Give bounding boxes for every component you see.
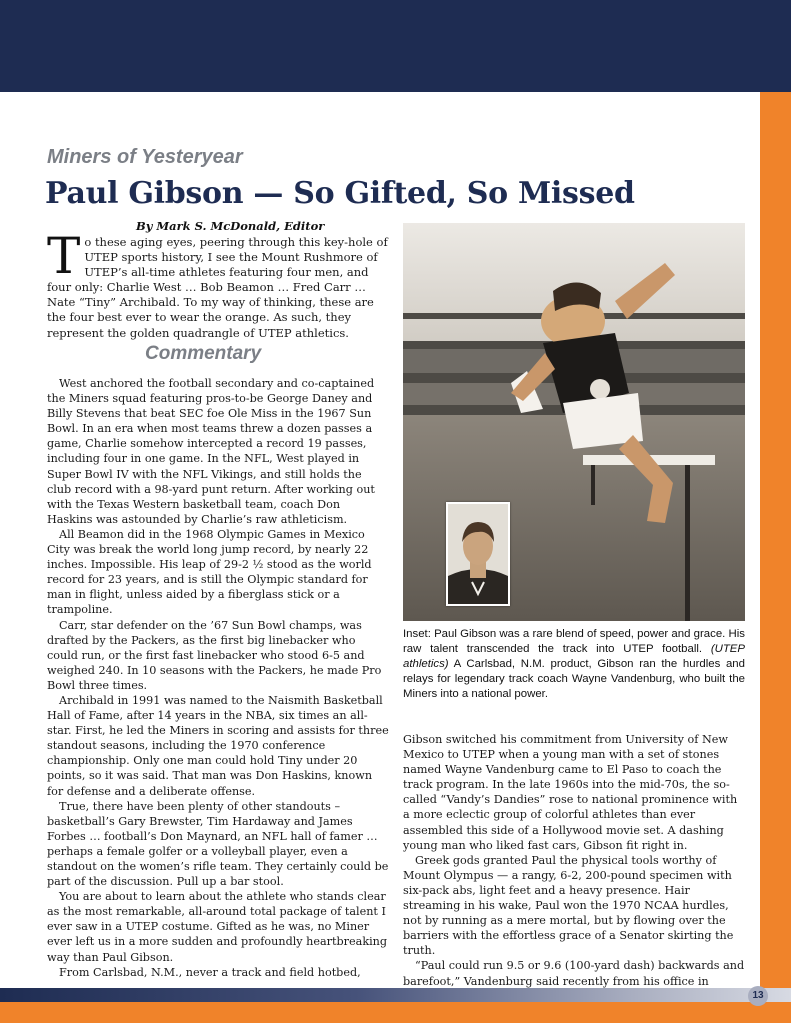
- bottom-orange-band: [0, 1002, 791, 1023]
- article-paragraph: All Beamon did in the 1968 Olympic Games in Mexico City was break the world long jump record, by nearly 22 inches. Impossible. His leap of 29-2 ½ stood as the world record for 23 years, and is still the Olympic standard for man in flight, unless aided by a fiberglass stick or a trampoline.: [47, 527, 372, 617]
- right-column: [403, 732, 745, 989]
- commentary-label: Commentary: [145, 343, 262, 364]
- inset-portrait: [446, 502, 510, 606]
- portrait-illustration: [448, 504, 508, 604]
- drop-cap: T: [47, 227, 81, 285]
- caption-credit: (UTEP athletics): [403, 643, 745, 670]
- top-banner: [0, 0, 791, 92]
- article-paragraph: True, there have been plenty of other standouts – basketball’s Gary Brewster, Tim Hardaway and James Forbes … football’s Don Maynard, an NFL hall of famer … perhaps a female golfer or a volleyball player, even a standout on the women’s rifle team. They certainly could be part of the discussion. Pull up a bar stool.: [47, 799, 389, 889]
- article-paragraph: You are about to learn about the athlete who stands clear as the most remarkable, all-around total package of talent I ever saw in a UTEP costume. Gifted as he was, no Miner ever left us in a more sudden and profoundly heartbreaking way than Paul Gibson.: [47, 890, 388, 964]
- article-paragraph: Archibald in 1991 was named to the Naismith Basketball Hall of Fame, after 14 years in the NBA, six times an all-star. First, he led the Miners in scoring and assists for three standout seasons, including the 1970 conference championship. Only one man could hold Tiny under 20 points, so it was said. That man was Don Haskins, known for defense and a deliberate offense.: [47, 693, 389, 798]
- photo-caption: [403, 627, 745, 702]
- article-paragraph: Gibson switched his commitment from University of New Mexico to UTEP when a young man with a set of stones named Wayne Vandenburg came to El Paso to coach the track program. In the late 1960s into the mid-70s, the so-called “Vandy’s Dandies” rose to national prominence with a more eclectic group of colorful athletes than ever assembled this side of a Hollywood movie set. A dashing young man who liked fast cars, Gibson fit right in.: [403, 733, 738, 852]
- page-title: Paul Gibson — So Gifted, So Missed: [45, 176, 635, 211]
- article-paragraph: From Carlsbad, N.M., never a track and field hotbed,: [59, 965, 361, 979]
- article-paragraph: Greek gods granted Paul the physical tools worthy of Mount Olympus — a rangy, 6-2, 200-pound specimen with six-pack abs, light feet and a heavy presence. Hair streaming in his wake, Paul won the 1970 NCAA hurdles, not by running as a mere mortal, but by flowing over the barriers with the effortless grace of a Senator skirting the truth.: [403, 853, 734, 958]
- caption-tail: A Carlsbad, N.M. product, Gibson ran the hurdles and relays for legendary track coach Wayne Vandenburg, who built the Miners into a national power.: [403, 658, 745, 700]
- article-paragraph: Carr, star defender on the ’67 Sun Bowl champs, was drafted by the Packers, as the first big linebacker who could run, or the first fast linebacker who stood 6-5 and weighed 240. In 10 seasons with the Packers, he made Pro Bowl three times.: [47, 618, 382, 692]
- bottom-gradient-band: [0, 988, 791, 1002]
- caption-lead: Inset: Paul Gibson was a rare blend of speed, power and grace. His raw talent transcended the track into UTEP football.: [403, 628, 745, 655]
- byline: By Mark S. McDonald, Editor: [136, 219, 325, 233]
- section-kicker: Miners of Yesteryear: [47, 146, 243, 168]
- intro-paragraph: [47, 227, 389, 341]
- page-number: 13: [748, 986, 768, 1006]
- intro-text: o these aging eyes, peering through this key-hole of UTEP sports history, I see the Mount Rushmore of UTEP’s all-time athletes featuring four men, and four only: Charlie West … Bob Beamon … Fred Carr … Nate “Tiny” Archibald. To my way of thinking, these are the four best ever to wear the orange. As such, they represent the golden quadrangle of UTEP athletics.: [47, 235, 388, 340]
- left-column: [47, 376, 389, 980]
- article-paragraph: West anchored the football secondary and co-captained the Miners squad featuring pros-to-be George Daney and Billy Stevens that beat SEC foe Ole Miss in the 1967 Sun Bowl. In an era when most teams threw a dozen passes a game, Charlie somehow intercepted a record 19 passes, including four in one game. In the NFL, West played in Super Bowl IV with the NFL Vikings, and still holds the club record with a 98-yard punt return. After working out with the Texas Western basketball team, coach Don Haskins was astounded by Charlie’s raw athleticism.: [47, 377, 375, 526]
- orange-side-bar: [760, 92, 791, 992]
- article-paragraph: “Paul could run 9.5 or 9.6 (100-yard dash) backwards and barefoot,” Vandenburg said recently from his office in: [403, 959, 745, 988]
